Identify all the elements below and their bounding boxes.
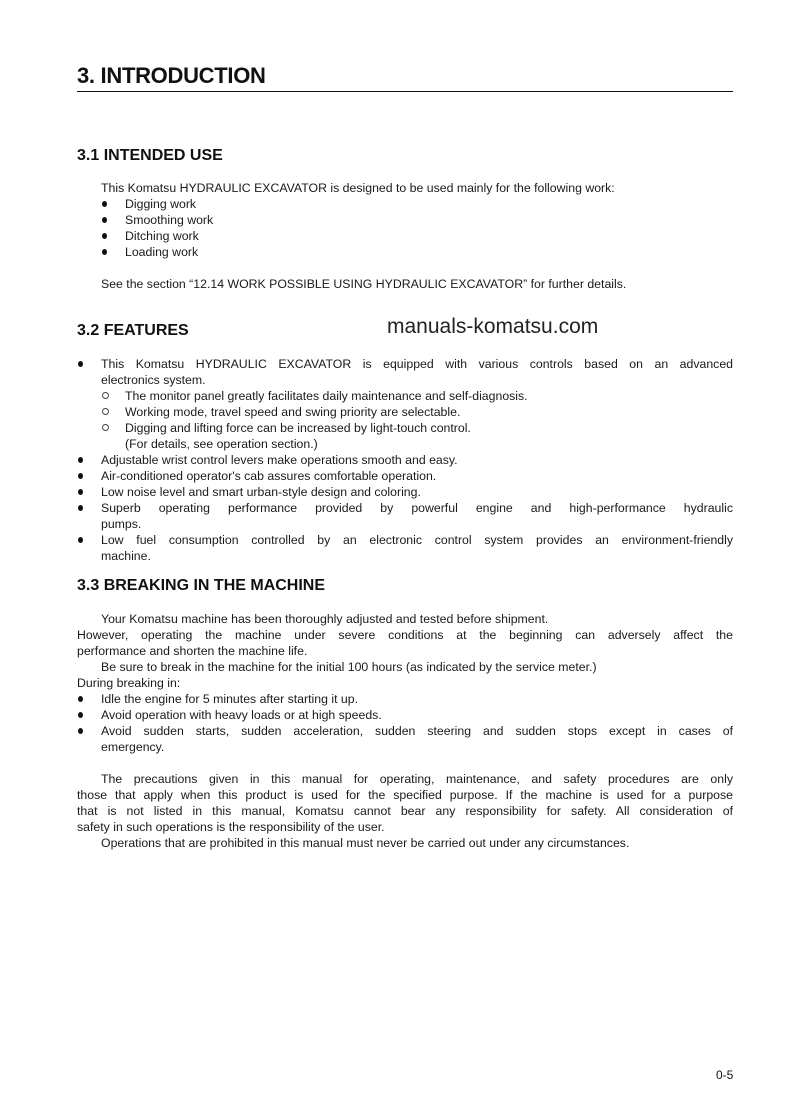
list-item: Smoothing work [125, 213, 214, 227]
bullet-icon [102, 217, 107, 223]
feature-item-line: This Komatsu HYDRAULIC EXCAVATOR is equipped with various controls based on an advanced [101, 357, 733, 371]
bullet-icon [78, 696, 83, 702]
hollow-bullet-icon [102, 408, 109, 415]
list-item: Ditching work [125, 229, 199, 243]
bullet-icon [78, 473, 83, 479]
paragraph-line: performance and shorten the machine life. [77, 644, 308, 658]
page-number: 0-5 [716, 1068, 734, 1082]
list-item: emergency. [101, 740, 165, 754]
bullet-icon [78, 505, 83, 511]
section-title-features: 3.2 FEATURES [77, 322, 189, 339]
bullet-icon [78, 712, 83, 718]
watermark: manuals-komatsu.com [387, 315, 599, 338]
paragraph-line: those that apply when this product is used for the specified purpose. If the machine is used for a purpose [77, 788, 733, 802]
list-item: Avoid sudden starts, sudden acceleration, sudden steering and sudden stops except in cases of [101, 724, 733, 738]
bullet-icon [78, 457, 83, 463]
paragraph-line: During breaking in: [77, 676, 181, 690]
paragraph-line: safety in such operations is the responsibility of the user. [77, 820, 385, 834]
feature-item-line: Low fuel consumption controlled by an electronic control system provides an environment-friendly [101, 533, 733, 547]
list-item: Digging work [125, 197, 197, 211]
feature-subitem: Working mode, travel speed and swing priority are selectable. [125, 405, 461, 419]
bullet-icon [102, 233, 107, 239]
feature-item-line: machine. [101, 549, 151, 563]
feature-item-line: Low noise level and smart urban-style design and coloring. [101, 485, 421, 499]
bullet-icon [78, 361, 83, 367]
feature-subitem: The monitor panel greatly facilitates daily maintenance and self-diagnosis. [125, 389, 528, 403]
chapter-title: 3. INTRODUCTION [77, 64, 733, 92]
paragraph-line: However, operating the machine under severe conditions at the beginning can adversely affect the [77, 628, 733, 642]
feature-item-line: Adjustable wrist control levers make operations smooth and easy. [101, 453, 458, 467]
paragraph-line: that is not listed in this manual, Komatsu cannot bear any responsibility for safety. All consideration of [77, 804, 733, 818]
feature-note: (For details, see operation section.) [125, 437, 318, 451]
feature-item-line: pumps. [101, 517, 142, 531]
feature-item-line: Air-conditioned operator's cab assures comfortable operation. [101, 469, 437, 483]
hollow-bullet-icon [102, 424, 109, 431]
intended-use-intro: This Komatsu HYDRAULIC EXCAVATOR is designed to be used mainly for the following work: [101, 181, 615, 195]
section-title-intended-use: 3.1 INTENDED USE [77, 147, 223, 164]
bullet-icon [102, 201, 107, 207]
paragraph-line: Operations that are prohibited in this manual must never be carried out under any circumstances. [101, 836, 630, 850]
feature-item-line: electronics system. [101, 373, 206, 387]
bullet-icon [78, 728, 83, 734]
list-item: Idle the engine for 5 minutes after starting it up. [101, 692, 359, 706]
list-item: Loading work [125, 245, 199, 259]
feature-subitem: Digging and lifting force can be increased by light-touch control. [125, 421, 471, 435]
see-also-reference: See the section “12.14 WORK POSSIBLE USING HYDRAULIC EXCAVATOR” for further details. [101, 277, 627, 291]
paragraph-line: The precautions given in this manual for operating, maintenance, and safety procedures are only [101, 772, 733, 786]
paragraph-line: Your Komatsu machine has been thoroughly adjusted and tested before shipment. [101, 612, 549, 626]
section-title-breaking-in: 3.3 BREAKING IN THE MACHINE [77, 577, 326, 594]
bullet-icon [102, 249, 107, 255]
bullet-icon [78, 537, 83, 543]
feature-item-line: Superb operating performance provided by powerful engine and high-performance hydraulic [101, 501, 733, 515]
bullet-icon [78, 489, 83, 495]
paragraph-line: Be sure to break in the machine for the initial 100 hours (as indicated by the service meter.) [101, 660, 597, 674]
hollow-bullet-icon [102, 392, 109, 399]
list-item: Avoid operation with heavy loads or at high speeds. [101, 708, 382, 722]
